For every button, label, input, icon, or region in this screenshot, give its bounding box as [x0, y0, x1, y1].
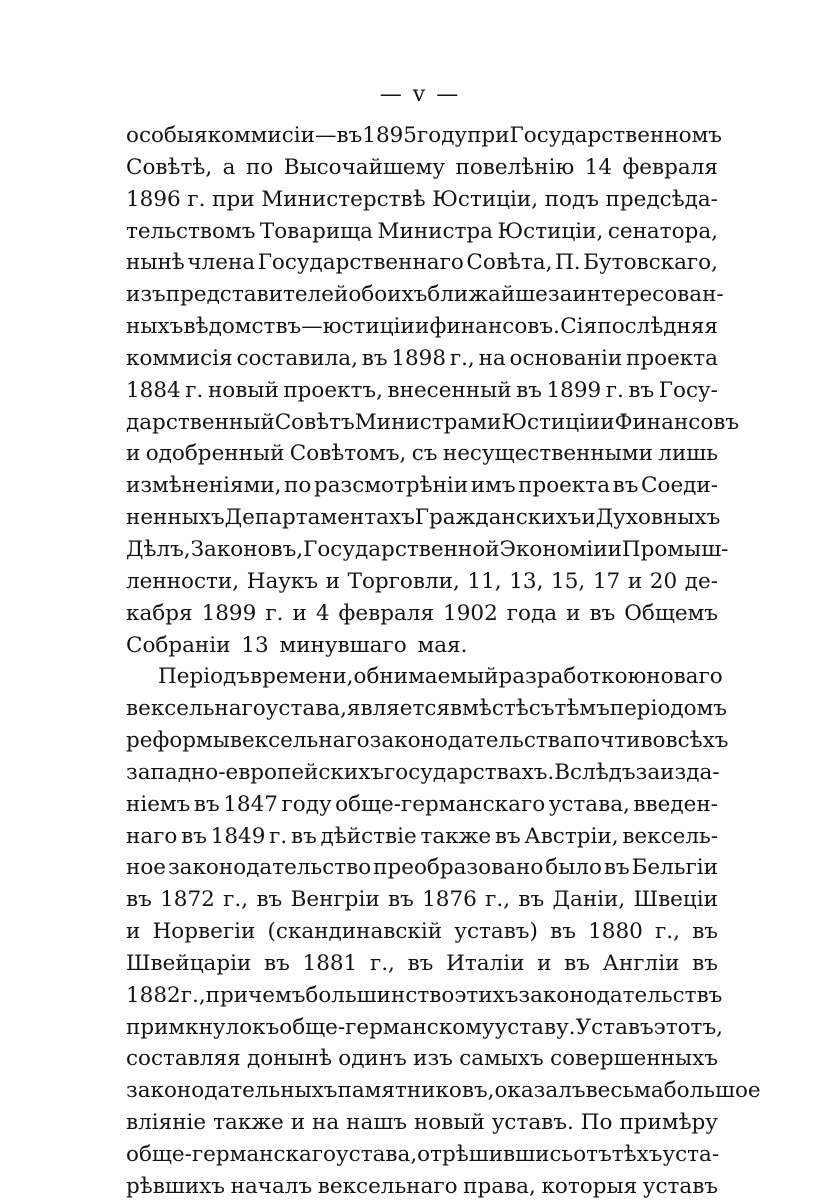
body-text — [126, 120, 761, 1203]
text-line: западно-европейскихъ государствахъ. Вслѣдъ за изда- — [126, 759, 720, 785]
text-line: примкнуло къ обще-германскому уставу. Уставъ этотъ, — [126, 1014, 723, 1040]
text-line: Совѣтѣ, а по Высочайшему повелѣнію 14 февраля — [126, 154, 718, 180]
text-line: дарственный Совѣтъ Министрами Юстиціи и Финансовъ — [126, 409, 740, 435]
text-line: составляя донынѣ одинъ изъ самыхъ совершенныхъ — [126, 1046, 718, 1072]
text-line: коммисія составила, въ 1898 г., на основаніи проекта — [126, 345, 718, 371]
text-line: ніемъ въ 1847 году обще-германскаго устава, введен- — [126, 791, 718, 817]
text-line: измѣненіями, по разсмотрѣніи имъ проекта въ Соеди- — [126, 473, 718, 499]
text-line: 1882 г., причемъ большинство этихъ законодательствъ — [126, 982, 723, 1008]
text-line: реформы вексельнаго законодательства почти во всѣхъ — [126, 728, 729, 754]
text-line: вексельнаго устава, является вмѣстѣ съ тѣмъ періодомъ — [126, 696, 727, 722]
text-line: нынѣ члена Государственнаго Совѣта, П. Бутовскаго, — [126, 250, 718, 276]
text-line: Дѣлъ, Законовъ, Государственной Экономіи и Промыш- — [126, 536, 729, 562]
page-number: — v — — [379, 82, 461, 107]
text-line: обще-германскаго устава, отрѣшившись отъ тѣхъ уста- — [126, 1142, 720, 1167]
text-line: въ 1872 г., въ Венгріи въ 1876 г., въ Даніи, Швеціи — [126, 887, 718, 913]
text-line: 1884 г. новый проектъ, внесенный въ 1899 г. въ Госу- — [126, 377, 718, 403]
text-line: ныхъ вѣдомствъ—юстиціи и финансовъ. Сія послѣдняя — [126, 314, 718, 340]
text-line: ленности, Наукъ и Торговли, 11, 13, 15, 17 и 20 де- — [126, 568, 718, 594]
text-line: ненныхъ Департаментахъ Гражданскихъ и Духовныхъ — [126, 505, 721, 531]
text-line: кабря 1899 г. и 4 февраля 1902 года и въ Общемъ — [126, 600, 718, 626]
text-line: законодательныхъ памятниковъ, оказалъ весьма большое — [126, 1078, 761, 1104]
text-line: изъ представителей обоихъ ближайше заинтересован- — [126, 282, 724, 308]
text-line: Швейцаріи въ 1881 г., въ Италіи и въ Англіи въ — [126, 950, 718, 976]
text-line: ное законодательство преобразовано было въ Бельгіи — [126, 855, 718, 881]
text-line: рѣвшихъ началъ вексельнаго права, которыя уставъ — [126, 1173, 718, 1199]
text-line: 1896 г. при Министерствѣ Юстиціи, подъ предсѣда- — [126, 186, 718, 212]
text-line: тельствомъ Товарища Министра Юстиціи, сенатора, — [126, 218, 718, 244]
text-line: и одобренный Совѣтомъ, съ несущественными лишь — [126, 441, 718, 467]
text-line: Собраніи 13 минувшаго мая. — [126, 632, 468, 658]
text-line: особыя коммисіи—въ 1895 году при Государственномъ — [126, 123, 722, 148]
text-line: Періодъ времени, обнимаемый разработкою новаго — [158, 664, 723, 690]
text-line: вліяніе также и на нашъ новый уставъ. По примѣру — [126, 1110, 718, 1136]
text-line: и Норвегіи (скандинавскій уставъ) въ 1880 г., въ — [126, 919, 718, 945]
text-line: наго въ 1849 г. въ дѣйствіе также въ Австріи, вексель- — [126, 823, 718, 849]
